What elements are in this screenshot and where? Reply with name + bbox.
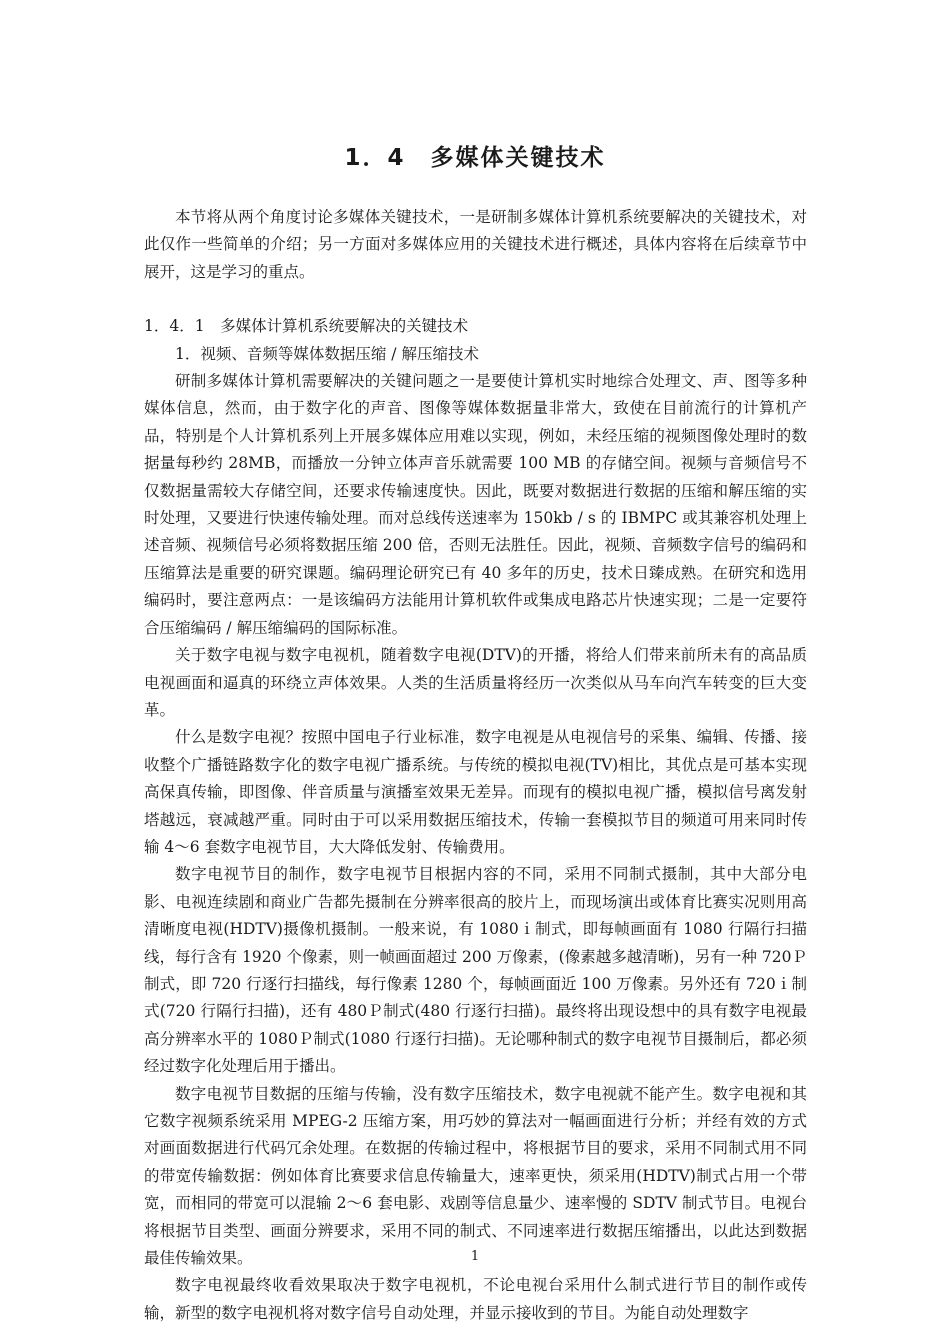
body-paragraph: 数字电视节目的制作，数字电视节目根据内容的不同，采用不同制式摄制，其中大部分电影、电视连续剧和商业广告都先摄制在分辨率很高的胶片上，而现场演出或体育比赛实况则用高清晰度电视(HDTV)摄像机摄制。一般来说，有 1080ｉ制式，即每帧画面有 1080 行隔行扫描线，每行含有 1920 个像素，则一帧画面超过 200 万像素，(像素越多越清晰)，另有一种 720Ｐ制式，即 720 行逐行扫描线，每行像素 1280 个，每帧画面近 100 万像素。另外还有 720ｉ制式(720 行隔行扫描)，还有 480Ｐ制式(480 行逐行扫描)。最终将出现设想中的具有数字电视最高分辨率水平的 1080Ｐ制式(1080 行逐行扫描)。无论哪种制式的数字电视节目摄制后，都必须经过数字化处理后用于播出。: [144, 865, 807, 1076]
intro-paragraph: 本节将从两个角度讨论多媒体关键技术，一是研制多媒体计算机系统要解决的关键技术，对此仅作一些简单的介绍；另一方面对多媒体应用的关键技术进行概述，具体内容将在后续章节中展开，这是学习的重点。: [144, 208, 807, 281]
section-heading: 1．4．1 多媒体计算机系统要解决的关键技术: [144, 317, 469, 336]
body-paragraph: 数字电视最终收看效果取决于数字电视机，不论电视台采用什么制式进行节目的制作或传输，新型的数字电视机将对数字信号自动处理，并显示接收到的节目。为能自动处理数字: [144, 1276, 807, 1322]
body-paragraph: 研制多媒体计算机需要解决的关键问题之一是要使计算机实时地综合处理文、声、图等多种媒体信息，然而，由于数字化的声音、图像等媒体数据量非常大，致使在目前流行的计算机产品，特别是个人计算机系列上开展多媒体应用难以实现，例如，未经压缩的视频图像处理时的数据量每秒约 28MB，而播放一分钟立体声音乐就需要 100 MB 的存储空间。视频与音频信号不仅数据量需较大存储空间，还要求传输速度快。因此，既要对数据进行数据的压缩和解压缩的实时处理，又要进行快速传输处理。而对总线传送速率为 150kb / s 的 IBMPC 或其兼容机处理上述音频、视频信号必须将数据压缩 200 倍，否则无法胜任。因此，视频、音频数字信号的编码和压缩算法是重要的研究课题。编码理论研究已有 40 多年的历史，技术日臻成熟。在研究和选用编码时，要注意两点：一是该编码方法能用计算机软件或集成电路芯片快速实现；二是一定要符合压缩编码 / 解压缩编码的国际标准。: [144, 372, 807, 637]
page-title: 1．4 多媒体关键技术: [344, 145, 606, 171]
document-body: [144, 204, 807, 1327]
body-paragraph: 什么是数字电视？按照中国电子行业标准，数字电视是从电视信号的采集、编辑、传播、接收整个广播链路数字化的数字电视广播系统。与传统的模拟电视(TV)相比，其优点是可基本实现高保真传输，即图像、伴音质量与演播室效果无差异。而现有的模拟电视广播，模拟信号离发射塔越远，衰减越严重。同时由于可以采用数据压缩技术，传输一套模拟节目的频道可用来同时传输 4～6 套数字电视节目，大大降低发射、传输费用。: [144, 728, 807, 856]
page-number: 1: [470, 1249, 480, 1264]
body-paragraph: 数字电视节目数据的压缩与传输，没有数字压缩技术，数字电视就不能产生。数字电视和其它数字视频系统采用 MPEG-2 压缩方案，用巧妙的算法对一幅画面进行分析；并经有效的方式对画面数据进行代码冗余处理。在数据的传输过程中，将根据节目的要求，采用不同制式用不同的带宽传输数据：例如体育比赛要求信息传输量大，速率更快，须采用(HDTV)制式占用一个带宽，而相同的带宽可以混输 2～6 套电影、戏剧等信息量少、速率慢的 SDTV 制式节目。电视台将根据节目类型、画面分辨要求，采用不同的制式、不同速率进行数据压缩播出，以此达到数据最佳传输效果。: [144, 1084, 807, 1268]
subsection-heading: 1．视频、音频等媒体数据压缩 / 解压缩技术: [175, 344, 479, 363]
section-spacer: [144, 286, 807, 313]
body-paragraph: 关于数字电视与数字电视机，随着数字电视(DTV)的开播，将给人们带来前所未有的高品质电视画面和逼真的环绕立声体效果。人类的生活质量将经历一次类似从马车向汽车转变的巨大变革。: [144, 646, 807, 719]
